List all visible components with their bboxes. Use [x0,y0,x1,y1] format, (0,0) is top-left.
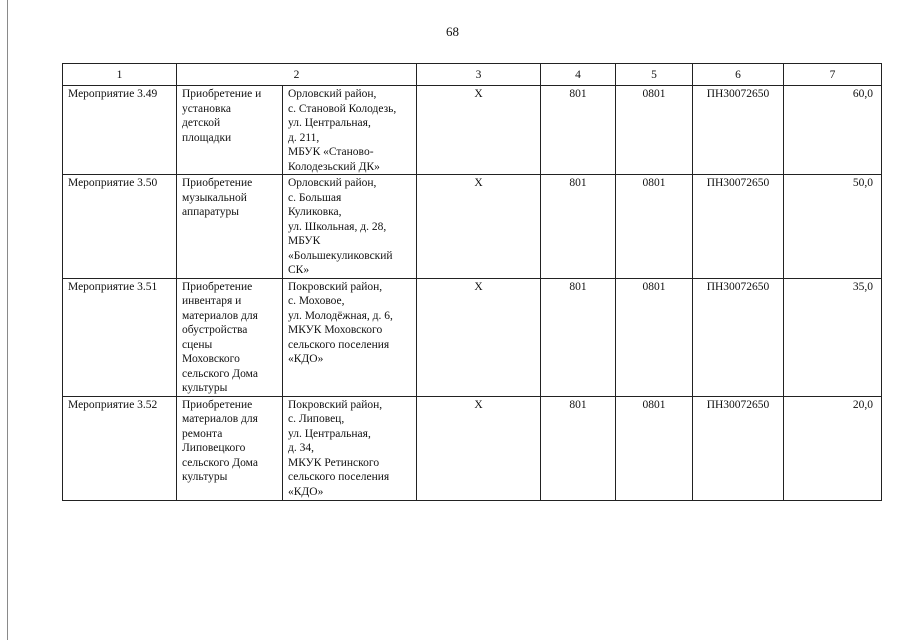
event-cell: Мероприятие 3.51 [63,278,177,396]
table-row [63,278,882,396]
header-col-2: 2 [177,64,417,86]
location-cell: Покровский район, с. Моховое, ул. Молодёжная, д. 6, МКУК Моховского сельского поселения «КДО» [283,278,417,396]
col7-cell: 20,0 [784,396,882,500]
event-cell: Мероприятие 3.52 [63,396,177,500]
table-row [63,86,882,175]
table-row [63,396,882,500]
header-col-4: 4 [541,64,616,86]
page-number: 68 [446,24,459,39]
col4-cell: 801 [541,86,616,175]
name-cell: Приобретение и установка детской площадки [177,86,283,175]
col5-cell: 0801 [616,86,693,175]
location-cell: Покровский район, с. Липовец, ул. Центральная, д. 34, МКУК Ретинского сельского поселения «КДО» [283,396,417,500]
col7-cell: 60,0 [784,86,882,175]
header-col-7: 7 [784,64,882,86]
left-margin-rule [7,0,8,640]
name-cell: Приобретение музыкальной аппаратуры [177,175,283,279]
col5-cell: 0801 [616,396,693,500]
table-header-row [63,64,882,86]
header-col-1: 1 [63,64,177,86]
col5-cell: 0801 [616,278,693,396]
name-cell: Приобретение материалов для ремонта Липовецкого сельского Дома культуры [177,396,283,500]
header-col-6: 6 [693,64,784,86]
col3-cell: Х [417,86,541,175]
col4-cell: 801 [541,396,616,500]
name-cell: Приобретение инвентаря и материалов для обустройства сцены Моховского сельского Дома культуры [177,278,283,396]
col3-cell: Х [417,396,541,500]
col3-cell: Х [417,175,541,279]
event-cell: Мероприятие 3.50 [63,175,177,279]
col7-cell: 50,0 [784,175,882,279]
event-cell: Мероприятие 3.49 [63,86,177,175]
col5-cell: 0801 [616,175,693,279]
col3-cell: Х [417,278,541,396]
col6-cell: ПН30072650 [693,396,784,500]
header-col-5: 5 [616,64,693,86]
col4-cell: 801 [541,278,616,396]
location-cell: Орловский район, с. Большая Куликовка, ул. Школьная, д. 28, МБУК «Большекуликовский СК» [283,175,417,279]
col6-cell: ПН30072650 [693,86,784,175]
table-row [63,175,882,279]
col6-cell: ПН30072650 [693,175,784,279]
budget-measures-table [62,63,882,501]
col7-cell: 35,0 [784,278,882,396]
col6-cell: ПН30072650 [693,278,784,396]
col4-cell: 801 [541,175,616,279]
location-cell: Орловский район, с. Становой Колодезь, ул. Центральная, д. 211, МБУК «Становo- Колодезьский ДК» [283,86,417,175]
header-col-3: 3 [417,64,541,86]
